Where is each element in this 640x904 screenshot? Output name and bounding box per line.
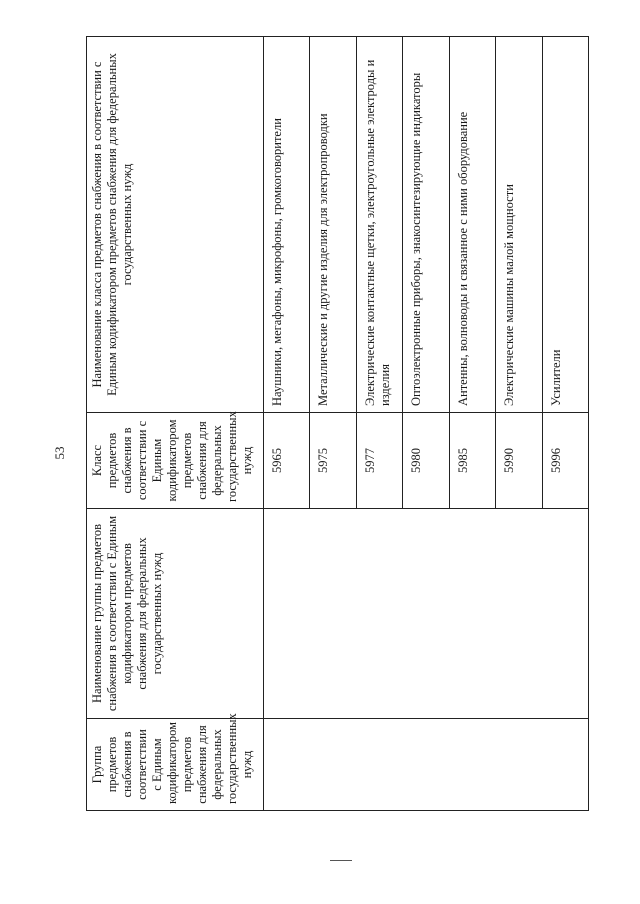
table-row: [542, 37, 588, 811]
table-rotator: [86, 37, 589, 811]
table-row: [449, 37, 495, 811]
cell-class-name: Усилители: [542, 37, 588, 413]
cell-class-name: Металлические и другие изделия для электропроводки: [310, 37, 356, 413]
cell-class-name: Электрические машины малой мощности: [496, 37, 542, 413]
table-continuation-mark: [330, 860, 352, 861]
cell-group: [542, 719, 588, 811]
table-header-row: [87, 37, 264, 811]
cell-group: [449, 719, 495, 811]
cell-group-name: [403, 509, 449, 719]
cell-group-name: [496, 509, 542, 719]
cell-class-code: 5985: [449, 413, 495, 509]
cell-class-code: 5977: [356, 413, 402, 509]
cell-group-name: [310, 509, 356, 719]
cell-group-name: [264, 509, 310, 719]
cell-group: [310, 719, 356, 811]
table-row: [403, 37, 449, 811]
header-group: Группа предметов снабжения в соответствии с Единым кодификатором предметов снабжения для федеральных государственных нужд: [87, 719, 264, 811]
cell-group-name: [449, 509, 495, 719]
table-row: [310, 37, 356, 811]
cell-class-code: 5965: [264, 413, 310, 509]
cell-group-name: [356, 509, 402, 719]
header-group-name: Наименование группы предметов снабжения в соответствии с Единым кодификатором предметов снабжения для федеральных государственных нужд: [87, 509, 264, 719]
cell-class-name: Наушники, мегафоны, микрофоны, громкоговорители: [264, 37, 310, 413]
cell-group: [264, 719, 310, 811]
table-row: [264, 37, 310, 811]
cell-class-name: Антенны, волноводы и связанное с ними оборудование: [449, 37, 495, 413]
table-row: [496, 37, 542, 811]
classification-table-wrapper: [86, 37, 589, 811]
cell-class-code: 5975: [310, 413, 356, 509]
page-number: 53: [52, 446, 67, 460]
header-class-name: Наименование класса предметов снабжения в соответствии с Единым кодификатором предметов снабжения для федеральных государственных нужд: [87, 37, 264, 413]
table-body: [264, 37, 589, 811]
cell-class-code: 5996: [542, 413, 588, 509]
cell-class-code: 5990: [496, 413, 542, 509]
cell-group: [403, 719, 449, 811]
classification-table: [86, 36, 589, 811]
cell-class-code: 5980: [403, 413, 449, 509]
cell-group: [356, 719, 402, 811]
cell-group-name: [542, 509, 588, 719]
cell-class-name: Электрические контактные щетки, электроугольные электроды и изделия: [356, 37, 402, 413]
cell-class-name: Оптоэлектронные приборы, знакосинтезирующие индикаторы: [403, 37, 449, 413]
table-row: [356, 37, 402, 811]
header-class: Класс предметов снабжения в соответствии с Единым кодификатором предметов снабжения для федеральных государственных нужд: [87, 413, 264, 509]
cell-group: [496, 719, 542, 811]
